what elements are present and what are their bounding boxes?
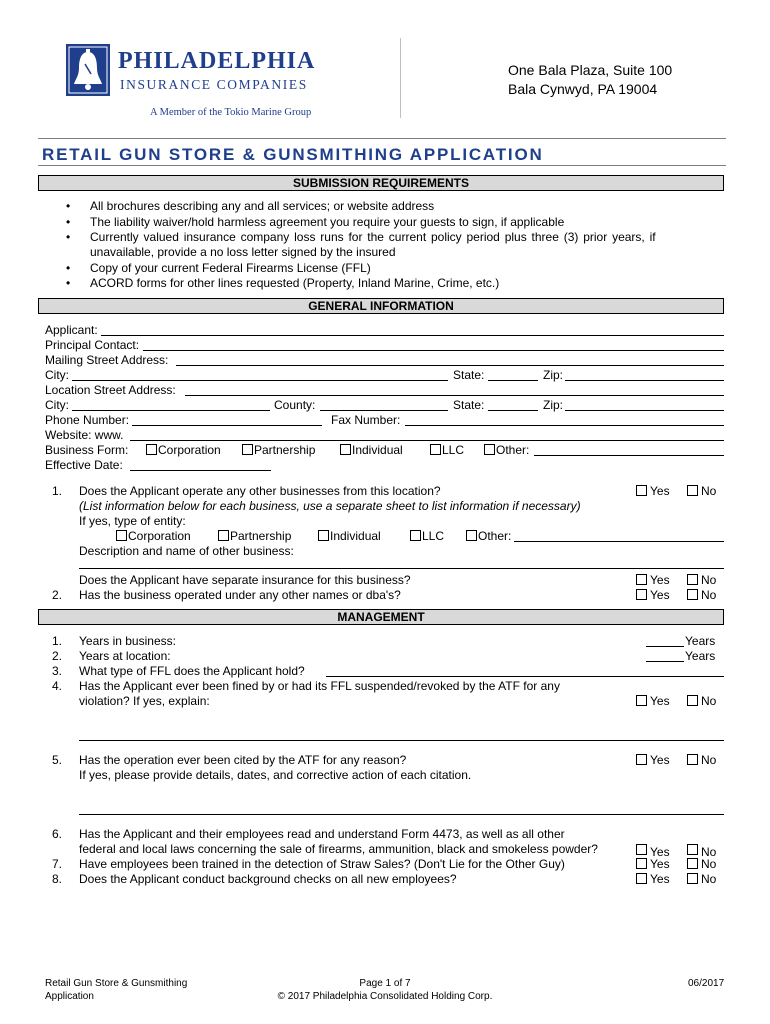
ffl-type-field[interactable] (326, 676, 724, 677)
q1-other-label: Other: (478, 529, 512, 543)
mailing-zip-label: Zip: (543, 368, 564, 382)
page-title: RETAIL GUN STORE & GUNSMITHING APPLICATION (42, 145, 544, 164)
list-item: Copy of your current Federal Firearms License (FFL) (90, 261, 371, 275)
question-number: 5. (52, 753, 63, 767)
bullet-icon: • (66, 276, 71, 290)
years-in-business-unit: Years (685, 634, 716, 648)
section-general-information: GENERAL INFORMATION (38, 298, 724, 314)
fax-field[interactable] (405, 425, 724, 426)
question-2-text: Has the business operated under any other names or dba's? (79, 588, 401, 602)
q2-yes-checkbox[interactable] (636, 589, 647, 600)
q1-individual-checkbox[interactable] (318, 530, 329, 541)
location-city-field[interactable] (72, 410, 270, 411)
list-item: ACORD forms for other lines requested (Property, Inland Marine, Crime, etc.) (90, 276, 500, 290)
m5-yes-checkbox[interactable] (636, 754, 647, 765)
mailing-address-label: Mailing Street Address: (45, 353, 169, 367)
q1b-yes-checkbox[interactable] (636, 574, 647, 585)
q2-no-label: No (701, 588, 717, 602)
logo-name-line2: INSURANCE COMPANIES (120, 77, 308, 92)
fax-label: Fax Number: (331, 413, 401, 427)
partnership-checkbox[interactable] (242, 444, 253, 455)
question-1-description-label: Description and name of other business: (79, 544, 294, 558)
m5-no-label: No (701, 753, 717, 767)
q1-other-checkbox[interactable] (466, 530, 477, 541)
q1-partnership-label: Partnership (230, 529, 292, 543)
corporation-label: Corporation (158, 443, 221, 457)
question-number: 1. (52, 634, 63, 648)
location-state-label: State: (453, 398, 485, 412)
q1-other-field[interactable] (514, 541, 724, 542)
question-number: 1. (52, 484, 63, 498)
title-rule-bottom (38, 165, 726, 166)
bullet-icon: • (66, 215, 71, 229)
years-at-location-label: Years at location: (79, 649, 171, 663)
question-m5-line1: Has the operation ever been cited by the ATF for any reason? (79, 753, 407, 767)
other-checkbox[interactable] (484, 444, 495, 455)
footer-form-date: 06/2017 (688, 978, 725, 989)
location-state-field[interactable] (488, 410, 538, 411)
partnership-label: Partnership (254, 443, 316, 457)
principal-contact-label: Principal Contact: (45, 338, 140, 352)
question-1-note: (List information below for each business, use a separate sheet to list information if necessary) (79, 499, 581, 513)
county-field[interactable] (320, 410, 448, 411)
q1b-no-checkbox[interactable] (687, 574, 698, 585)
q1b-no-label: No (701, 573, 717, 587)
m7-no-checkbox[interactable] (687, 858, 698, 869)
years-at-location-unit: Years (685, 649, 716, 663)
list-item: unavailable, provide a no loss letter signed by the insured (90, 245, 396, 259)
q1-llc-label: LLC (422, 529, 445, 543)
title-rule-top (38, 138, 726, 139)
m4-explain-field[interactable] (79, 740, 724, 741)
mailing-zip-field[interactable] (565, 380, 724, 381)
q1-partnership-checkbox[interactable] (218, 530, 229, 541)
question-m6-line2: federal and local laws concerning the sale of firearms, ammunition, black and smokeless powder? (79, 842, 598, 856)
m8-no-label: No (701, 872, 717, 886)
m7-yes-checkbox[interactable] (636, 858, 647, 869)
effective-date-field[interactable] (130, 470, 271, 471)
phone-label: Phone Number: (45, 413, 130, 427)
section-submission-requirements: SUBMISSION REQUIREMENTS (38, 175, 724, 191)
q1b-yes-label: Yes (650, 573, 670, 587)
q1-description-field[interactable] (79, 568, 724, 569)
footer-form-name-line1: Retail Gun Store & Gunsmithing (45, 978, 188, 989)
m5-details-field[interactable] (79, 814, 724, 815)
q1-corporation-label: Corporation (128, 529, 191, 543)
m4-no-label: No (701, 694, 717, 708)
county-label: County: (274, 398, 316, 412)
mailing-city-label: City: (45, 368, 69, 382)
m6-no-label: No (701, 845, 717, 859)
question-m4-line1: Has the Applicant ever been fined by or had its FFL suspended/revoked by the ATF for any (79, 679, 560, 693)
question-number: 3. (52, 664, 63, 678)
llc-checkbox[interactable] (430, 444, 441, 455)
question-number: 2. (52, 649, 63, 663)
m8-no-checkbox[interactable] (687, 873, 698, 884)
m6-yes-label: Yes (650, 845, 670, 859)
q2-no-checkbox[interactable] (687, 589, 698, 600)
question-number: 8. (52, 872, 63, 886)
q1-no-label: No (701, 484, 717, 498)
m6-yes-checkbox[interactable] (636, 844, 647, 855)
address-line1: One Bala Plaza, Suite 100 (508, 62, 673, 78)
mailing-city-field[interactable] (72, 380, 448, 381)
phone-field[interactable] (132, 425, 322, 426)
mailing-address-field[interactable] (176, 365, 724, 366)
question-1-text: Does the Applicant operate any other businesses from this location? (79, 484, 441, 498)
q1-yes-checkbox[interactable] (636, 485, 647, 496)
question-1-entity-label: If yes, type of entity: (79, 514, 186, 528)
question-m7-text: Have employees been trained in the detection of Straw Sales? (Don't Lie for the Other Guy) (79, 857, 565, 871)
website-label: Website: www. (45, 428, 124, 442)
list-item: Currently valued insurance company loss runs for the current policy period plus three (3) prior years, if (90, 230, 656, 244)
years-in-business-label: Years in business: (79, 634, 176, 648)
address-line2: Bala Cynwyd, PA 19004 (508, 81, 658, 97)
question-m4-line2: violation? If yes, explain: (79, 694, 210, 708)
m7-no-label: No (701, 857, 717, 871)
location-zip-field[interactable] (565, 410, 724, 411)
llc-label: LLC (442, 443, 465, 457)
question-number: 7. (52, 857, 63, 871)
m7-yes-label: Yes (650, 857, 670, 871)
ffl-type-label: What type of FFL does the Applicant hold? (79, 664, 305, 678)
member-note: A Member of the Tokio Marine Group (150, 107, 312, 118)
question-m8-text: Does the Applicant conduct background checks on all new employees? (79, 872, 457, 886)
other-field[interactable] (534, 455, 724, 456)
applicant-field[interactable] (101, 335, 724, 336)
m4-no-checkbox[interactable] (687, 695, 698, 706)
q2-yes-label: Yes (650, 588, 670, 602)
mailing-state-label: State: (453, 368, 485, 382)
question-number: 2. (52, 588, 63, 602)
question-number: 6. (52, 827, 63, 841)
list-item: All brochures describing any and all services; or website address (90, 199, 435, 213)
m5-no-checkbox[interactable] (687, 754, 698, 765)
question-1b-text: Does the Applicant have separate insurance for this business? (79, 573, 411, 587)
m4-yes-label: Yes (650, 694, 670, 708)
location-zip-label: Zip: (543, 398, 564, 412)
bullet-icon: • (66, 230, 71, 244)
logo (66, 44, 110, 96)
years-in-business-field[interactable] (646, 646, 684, 647)
mailing-state-field[interactable] (488, 380, 538, 381)
q1-yes-label: Yes (650, 484, 670, 498)
bullet-icon: • (66, 261, 71, 275)
m6-no-checkbox[interactable] (687, 844, 698, 855)
m8-yes-checkbox[interactable] (636, 873, 647, 884)
individual-checkbox[interactable] (340, 444, 351, 455)
question-m6-line1: Has the Applicant and their employees read and understand Form 4473, as well as all other (79, 827, 565, 841)
location-address-field[interactable] (185, 395, 724, 396)
years-at-location-field[interactable] (646, 661, 684, 662)
logo-name-line1: PHILADELPHIA (118, 48, 316, 74)
question-number: 4. (52, 679, 63, 693)
m8-yes-label: Yes (650, 872, 670, 886)
location-address-label: Location Street Address: (45, 383, 176, 397)
liberty-bell-logo-icon (66, 44, 110, 96)
footer-page-number: Page 1 of 7 (359, 978, 411, 989)
question-m5-line2: If yes, please provide details, dates, and corrective action of each citation. (79, 768, 472, 782)
q1-llc-checkbox[interactable] (410, 530, 421, 541)
header-divider (400, 38, 401, 118)
m4-yes-checkbox[interactable] (636, 695, 647, 706)
q1-no-checkbox[interactable] (687, 485, 698, 496)
applicant-label: Applicant: (45, 323, 98, 337)
footer-copyright: © 2017 Philadelphia Consolidated Holding Corp. (277, 991, 493, 1002)
footer-form-name-line2: Application (45, 991, 94, 1002)
corporation-checkbox[interactable] (146, 444, 157, 455)
principal-contact-field[interactable] (143, 350, 724, 351)
location-city-label: City: (45, 398, 69, 412)
section-management: MANAGEMENT (38, 609, 724, 625)
m5-yes-label: Yes (650, 753, 670, 767)
other-label: Other: (496, 443, 530, 457)
website-field[interactable] (130, 440, 724, 441)
effective-date-label: Effective Date: (45, 458, 123, 472)
individual-label: Individual (352, 443, 403, 457)
q1-individual-label: Individual (330, 529, 381, 543)
business-form-label: Business Form: (45, 443, 129, 457)
bullet-icon: • (66, 199, 71, 213)
list-item: The liability waiver/hold harmless agreement you require your guests to sign, if applicable (90, 215, 565, 229)
q1-corporation-checkbox[interactable] (116, 530, 127, 541)
